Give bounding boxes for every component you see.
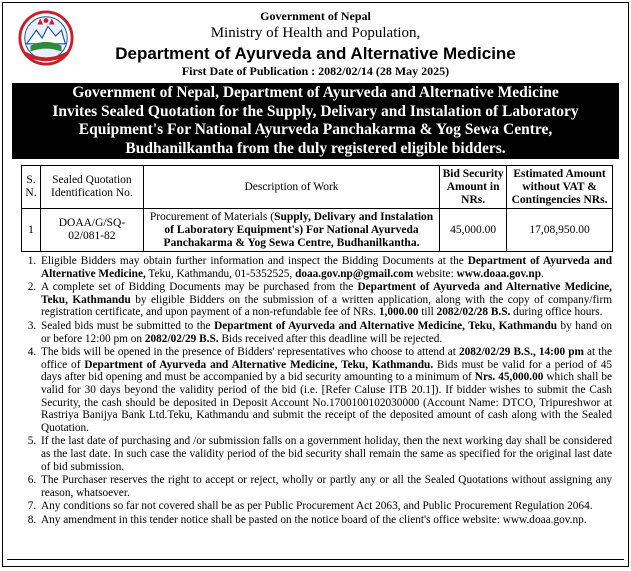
cell-identification: DOAA/G/SQ- 02/081-82 [40, 209, 143, 252]
government-name: Government of Nepal [260, 9, 371, 23]
term-item: 2. A complete set of Bidding Documents may be purchased from the Department of Ayurveda and Alternative Medicine, Teku, Kathmandu by eligible Bidders on the submission of a written application, along with the copy of company/firm registration certificate, and upon payment of a non-refundable fee of NRs. 1,000.00 till 2082/02/28 B.S. during office hours. [39, 281, 612, 319]
term-item: 6. The Purchaser reserves the right to accept or reject, wholly or partly any or all the Sealed Quotations without assigning any reason, whatsoever. [39, 474, 612, 499]
email-link[interactable]: doaa.gov.np@gmail.com [295, 267, 414, 280]
letterhead [3, 9, 628, 78]
cell-estimated-amount: 17,08,950.00 [507, 209, 613, 252]
term-item: 3. Sealed bids must be submitted to the Department of Ayurveda and Alternative Medicine, Teku, Kathmandu by hand on or before 12:00 pm on 2082/02/29 B.S. Bids received after this deadline will be rejected. [39, 320, 612, 345]
term-item: 5. If the last date of purchasing and /or submission falls on a government holiday, then the next working day shall be considered as the last date. In such case the validity period of the bid security shall remain the same as specified for the original last date of bid submission. [39, 435, 612, 473]
website-link[interactable]: www.doaa.gov.np [456, 267, 541, 280]
term-item: 1. Eligible Bidders may obtain further information and inspect the Bidding Documents at the Department of Ayurveda and Alternative Medicine, Teku, Kathmandu, 01-5352525, doaa.gov.np@gmail.com website: www.doaa.gov.np. [39, 255, 612, 280]
department-name: Department of Ayurveda and Alternative Medicine [115, 44, 516, 63]
ministry-name: Ministry of Health and Population, [210, 25, 421, 41]
header-estimated-amount: Estimated Amount without VAT & Contingencies NRs. [507, 166, 613, 209]
header-description: Description of Work [143, 166, 439, 209]
quotation-table [21, 165, 613, 252]
header-identification: Sealed Quotation Identification No. [40, 166, 143, 209]
banner-line: Invites Sealed Quotation for the Supply, Delivary and Instalation of Laboratory [52, 102, 579, 120]
banner-line: Government of Nepal, Department of Ayurveda and Alternative Medicine [72, 84, 559, 101]
terms-list [19, 255, 612, 527]
publication-date: First Date of Publication : 2082/02/14 (28 May 2025) [181, 64, 450, 78]
term-item: 4. The bids will be opened in the presence of Bidders' representatives who choose to attend at 2082/02/29 B.S., 14:00 pm at the office of Department of Ayurveda and Alternative Medicine, Teku, Kathmandu. Bids must be valid for a period of 45 days after bid opening and must be accompanied by a bid security amounting to a minimum of Nrs. 45,000.00 which shall be valid for 30 days beyond the validity period of the bid (i.e. [Refer Caluse ITB 20.1]). If bidder wishes to submit the Cash Security, the cash should be deposited in Deposit Account No.1700100102030000 (Account Name: DTCO, Tripureshwor at Rastriya Banijya Bank Ltd.Teku, Kathmandu and submit the receipt of the deposited amount of cash along with the Sealed Quotation. [39, 346, 612, 434]
tender-notice [2, 2, 629, 567]
notice-title-banner [12, 83, 619, 159]
header-bid-security: Bid Security Amount in NRs. [440, 166, 507, 209]
table-header-row [22, 166, 613, 209]
banner-line: Budhanilkantha from the duly registered eligible bidders. [125, 139, 506, 157]
cell-bid-security: 45,000.00 [440, 209, 507, 252]
table-row [22, 209, 613, 252]
term-item: 7. Any conditions so far not covered shall be as per Public Procurement Act 2063, and Public Procurement Regulation 2064. [39, 500, 612, 513]
bottom-divider [7, 559, 624, 560]
banner-line: Equipment's For National Ayurveda Panchakarma & Yog Sewa Centre, [78, 121, 553, 138]
term-item: 8. Any amendment in this tender notice shall be pasted on the notice board of the client's office website: www.doaa.gov.np. [39, 514, 612, 527]
header-sn: S. N. [22, 166, 41, 209]
cell-description: Procurement of Materials (Supply, Delivary and Instalation of Laboratory Equipment's) For National Ayurveda Panchakarma & Yog Sewa Centre, Budhanilkantha. [143, 209, 439, 252]
cell-sn: 1 [22, 209, 41, 252]
